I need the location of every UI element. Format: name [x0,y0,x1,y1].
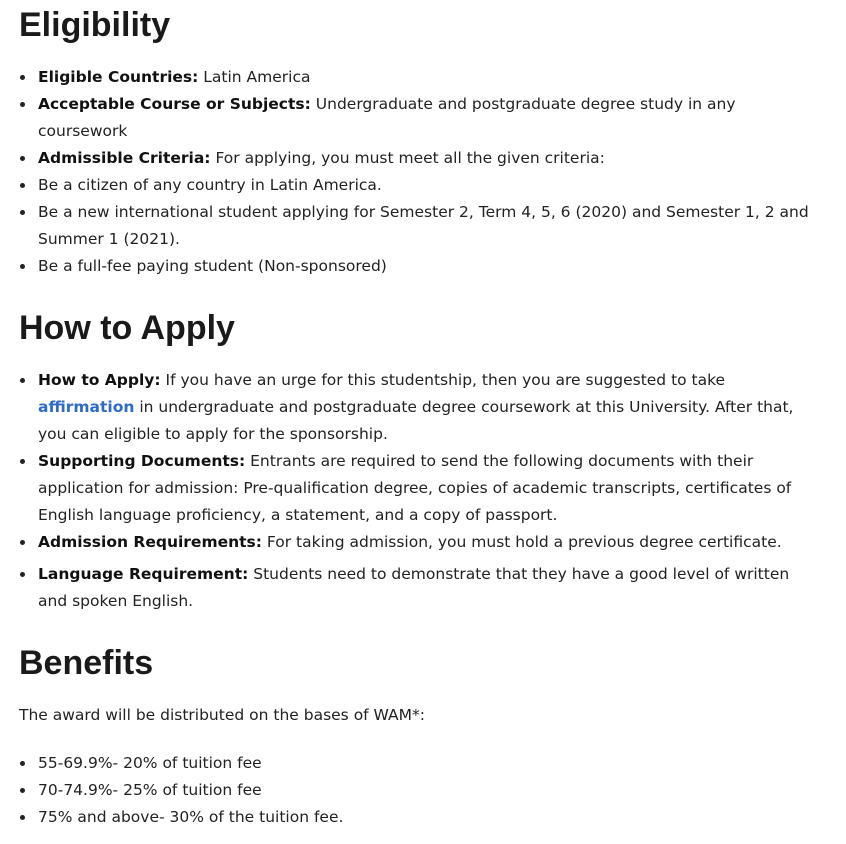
item-text: If you have an urge for this studentship, then you are suggested to take [160,371,726,389]
list-item [19,199,819,253]
affirmation-link[interactable]: affirmation [38,398,135,416]
eligibility-list [19,64,819,280]
item-text: 70-74.9%- 25% of tuition fee [38,781,262,799]
item-text: in undergraduate and postgraduate degree coursework at this University. After that, you can eligible to apply for the sponsorship. [38,398,794,443]
item-text: 75% and above- 30% of the tuition fee. [38,808,344,826]
item-text: Be a full-fee paying student (Non-sponsored) [38,257,387,275]
benefits-heading: Benefits [19,644,154,682]
item-text: For taking admission, you must hold a previous degree certificate. [261,533,782,551]
benefits-list [19,750,819,831]
item-text: Be a citizen of any country in Latin America. [38,176,382,194]
item-label: Acceptable Course or Subjects: [38,95,311,113]
item-label: Admission Requirements: [38,533,262,551]
list-item [19,253,819,280]
benefits-intro: The award will be distributed on the bases of WAM*: [19,706,425,724]
item-label: Admissible Criteria: [38,149,211,167]
item-text: Students need to demonstrate that they have a good level of written and spoken English. [38,565,790,610]
list-item [19,804,819,831]
how-to-apply-list [19,367,819,615]
item-text: For applying, you must meet all the given criteria: [210,149,605,167]
list-item [19,172,819,199]
list-item [19,145,819,172]
item-text: Entrants are required to send the following documents with their application for admission: Pre-qualification degree, copies of academic transcripts, certificates of English language proficiency, a statement, and a copy of passport. [38,452,792,524]
item-text: Latin America [198,68,311,86]
item-text: 55-69.9%- 20% of tuition fee [38,754,262,772]
list-item [19,777,819,804]
item-label: Language Requirement: [38,565,249,583]
list-item [19,64,819,91]
benefits-section [19,644,819,831]
item-text: Undergraduate and postgraduate degree study in any coursework [38,95,736,140]
list-item [19,750,819,777]
list-item [19,561,819,615]
list-item [19,448,819,529]
list-item [19,91,819,145]
eligibility-heading: Eligibility [19,6,171,44]
item-text: Be a new international student applying for Semester 2, Term 4, 5, 6 (2020) and Semester 1, 2 and Summer 1 (2021). [38,203,809,248]
how-to-apply-section [19,309,819,615]
item-label: How to Apply: [38,371,161,389]
item-label: Supporting Documents: [38,452,246,470]
list-item [19,529,819,556]
how-to-apply-heading: How to Apply [19,309,235,347]
item-label: Eligible Countries: [38,68,199,86]
eligibility-section [19,6,819,280]
list-item [19,367,819,448]
